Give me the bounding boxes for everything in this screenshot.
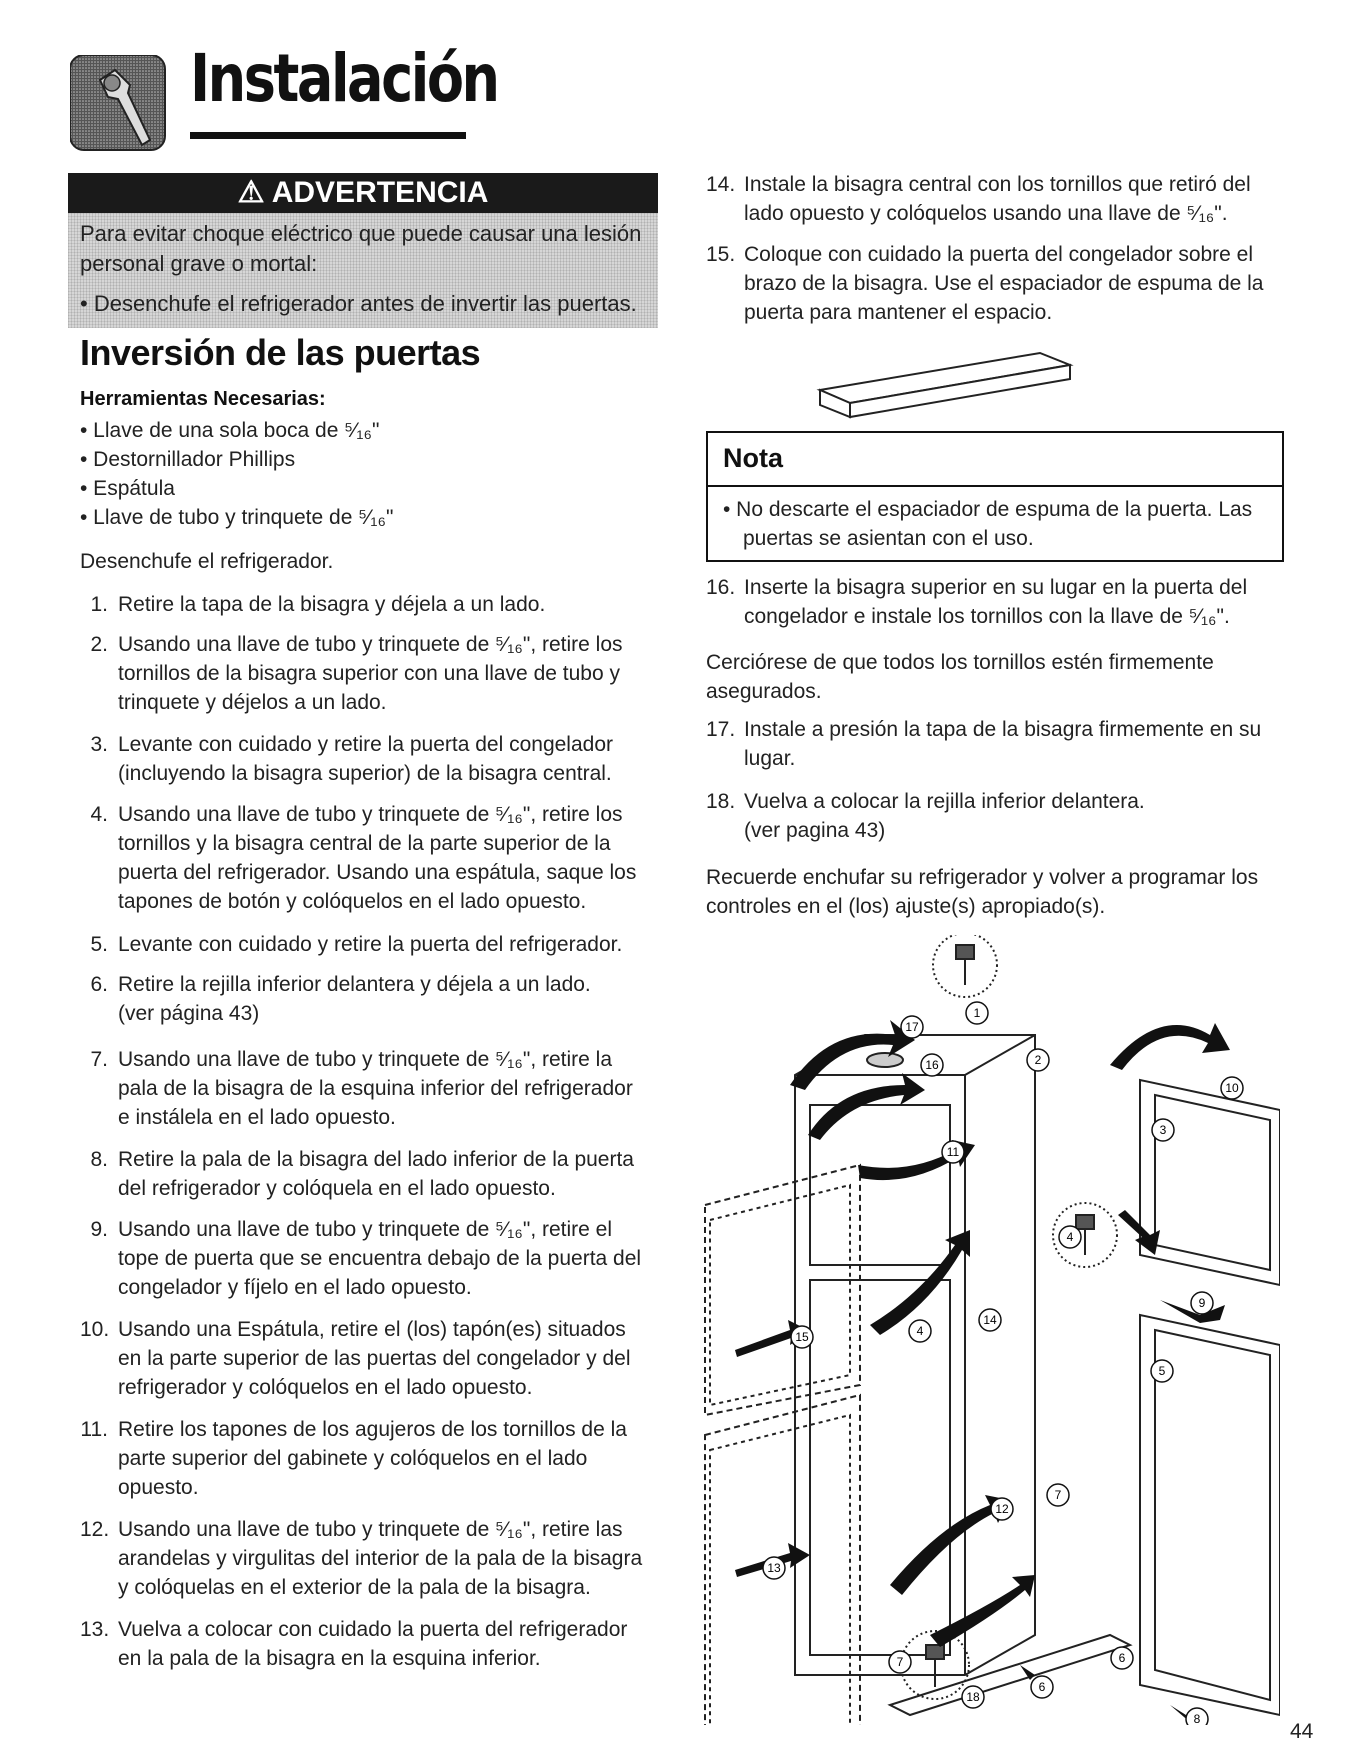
callout-5 [1151, 1360, 1173, 1382]
step-line: Vuelva a colocar la rejilla inferior delantera. [744, 790, 1145, 813]
step-line: lado opuesto y colóquelos usando una llave de ⁵⁄₁₆". [744, 202, 1228, 225]
tool-item: • Llave de una sola boca de ⁵⁄₁₆" [80, 419, 380, 442]
svg-text:1: 1 [973, 1006, 981, 1020]
svg-text:3: 3 [1159, 1123, 1167, 1137]
callout-10 [1221, 1077, 1243, 1099]
step-text [118, 800, 636, 916]
step-text [118, 590, 545, 619]
step-text [118, 630, 623, 717]
step-line: y colóquelas en el exterior de la pala de la bisagra. [118, 1576, 591, 1599]
note-line: puertas se asientan con el uso. [743, 527, 1034, 550]
step-line: en la parte superior de las puertas del congelador y del [118, 1347, 631, 1370]
step-number: 14. [706, 173, 736, 196]
callout-12 [991, 1498, 1013, 1520]
warning-body [68, 213, 658, 328]
callout-13 [763, 1557, 785, 1579]
step-line: (incluyendo la bisagra superior) de la bisagra central. [118, 762, 612, 785]
step-number: 11. [80, 1418, 108, 1441]
step-text [744, 715, 1261, 773]
step-number: 8. [90, 1148, 108, 1171]
step-line: e instálela en el lado opuesto. [118, 1106, 396, 1129]
intro-text: Desenchufe el refrigerador. [80, 550, 334, 573]
check-note-line: asegurados. [706, 680, 822, 703]
step-text [744, 240, 1263, 327]
step-number: 16. [706, 576, 736, 599]
warning-line: • Desenchufe el refrigerador antes de invertir las puertas. [80, 291, 637, 316]
step-line: tapones de botón y colóquelos en el lado opuesto. [118, 890, 587, 913]
step-line: del refrigerador y colóquela en el lado opuesto. [118, 1177, 556, 1200]
svg-text:7: 7 [896, 1655, 904, 1669]
warning-box [68, 173, 658, 328]
step-line: en la pala de la bisagra en la esquina inferior. [118, 1647, 541, 1670]
step-line: Usando una llave de tubo y trinquete de ⁵⁄₁₆", retire los [118, 803, 623, 826]
step-text [744, 170, 1251, 228]
step-line: tornillos y la bisagra central de la parte superior de la [118, 832, 611, 855]
step-number: 18. [706, 790, 736, 813]
callout-4a [1059, 1226, 1081, 1248]
tool-item: • Llave de tubo y trinquete de ⁵⁄₁₆" [80, 506, 394, 529]
door-reversal-diagram [690, 935, 1280, 1730]
step-line: Instale a presión la tapa de la bisagra firmemente en su [744, 718, 1262, 741]
step-line: Instale la bisagra central con los tornillos que retiró del [744, 173, 1251, 196]
svg-text:11: 11 [946, 1145, 960, 1159]
reminder-line: controles en el (los) ajuste(s) apropiado(s). [706, 895, 1106, 918]
callout-15 [791, 1326, 813, 1348]
warning-line: personal grave o mortal: [80, 251, 318, 276]
step-number: 12. [80, 1518, 110, 1541]
warning-triangle-icon: ⚠ [237, 176, 265, 209]
tool-item: • Espátula [80, 477, 175, 500]
step-number: 7. [90, 1048, 108, 1071]
step-line: Usando una llave de tubo y trinquete de ⁵⁄₁₆", retire la [118, 1048, 613, 1071]
step-line: Usando una llave de tubo y trinquete de ⁵⁄₁₆", retire las [118, 1518, 623, 1541]
callout-6a [1111, 1647, 1133, 1669]
step-number: 3. [90, 733, 108, 756]
warning-header [68, 173, 658, 213]
step-number: 1. [90, 593, 108, 616]
page-title: Instalación [190, 40, 498, 117]
step-text [118, 1415, 627, 1502]
step-line: puerta del refrigerador. Usando una espátula, saque los [118, 861, 637, 884]
svg-text:2: 2 [1034, 1053, 1042, 1067]
step-line: parte superior del gabinete y colóquelos en el lado [118, 1447, 588, 1470]
step-line: opuesto. [118, 1476, 199, 1499]
step-line: Vuelva a colocar con cuidado la puerta del refrigerador [118, 1618, 628, 1641]
step-text [118, 930, 622, 959]
step-line: Usando una Espátula, retire el (los) tapón(es) situados [118, 1318, 626, 1341]
step-line: Levante con cuidado y retire la puerta del congelador [118, 733, 613, 756]
step-text [118, 1215, 641, 1302]
svg-text:6: 6 [1038, 1680, 1046, 1694]
step-text [118, 1315, 631, 1402]
section-title: Inversión de las puertas [80, 332, 481, 373]
step-line: Coloque con cuidado la puerta del congelador sobre el [744, 243, 1254, 266]
warning-line: Para evitar choque eléctrico que puede causar una lesión [80, 221, 642, 246]
callout-1 [966, 1002, 988, 1024]
callout-3 [1152, 1119, 1174, 1141]
step-text [744, 787, 1145, 845]
step-number: 2. [90, 633, 108, 656]
callout-16 [921, 1054, 943, 1076]
callout-8 [1186, 1708, 1208, 1725]
step-number: 15. [706, 243, 736, 266]
callout-17 [901, 1016, 923, 1038]
step-line: (ver página 43) [118, 1002, 260, 1025]
step-number: 17. [706, 718, 736, 741]
step-line: congelador y fíjelo en el lado opuesto. [118, 1276, 472, 1299]
callout-7b [889, 1651, 911, 1673]
callout-6b [1031, 1676, 1053, 1698]
callout-9 [1191, 1292, 1213, 1314]
step-line: Usando una llave de tubo y trinquete de ⁵⁄₁₆", retire el [118, 1218, 613, 1241]
step-number: 5. [90, 933, 108, 956]
reminder-line: Recuerde enchufar su refrigerador y volver a programar los [706, 866, 1259, 889]
svg-text:15: 15 [795, 1330, 809, 1344]
callout-14 [979, 1309, 1001, 1331]
step-line: Retire la pala de la bisagra del lado inferior de la puerta [118, 1148, 634, 1171]
step-line: arandelas y virgulitas del interior de la pala de la bisagra [118, 1547, 643, 1570]
svg-text:12: 12 [995, 1502, 1009, 1516]
step-line: tornillos de la bisagra superior con una llave de tubo y [118, 662, 620, 685]
step-line: lugar. [744, 747, 796, 770]
note-divider [708, 485, 1282, 487]
step-line: Retire la rejilla inferior delantera y déjela a un lado. [118, 973, 591, 996]
step-line: refrigerador y colóquelos en el lado opuesto. [118, 1376, 533, 1399]
svg-text:5: 5 [1158, 1364, 1166, 1378]
svg-text:4: 4 [1066, 1230, 1074, 1244]
step-number: 6. [90, 973, 108, 996]
tool-item: • Destornillador Phillips [80, 448, 296, 471]
svg-text:16: 16 [925, 1058, 939, 1072]
note-box [706, 431, 1284, 562]
step-text [118, 730, 613, 788]
step-line: Inserte la bisagra superior en su lugar en la puerta del [744, 576, 1248, 599]
note-title: Nota [723, 443, 783, 473]
callout-4b [909, 1320, 931, 1342]
step-text [118, 970, 591, 1028]
callout-11 [942, 1141, 964, 1163]
step-number: 13. [80, 1618, 110, 1641]
svg-text:9: 9 [1198, 1296, 1206, 1310]
callout-18 [962, 1686, 984, 1708]
check-note-line: Cerciórese de que todos los tornillos estén firmemente [706, 651, 1214, 674]
step-line: congelador e instale los tornillos con la llave de ⁵⁄₁₆". [744, 605, 1230, 628]
svg-text:7: 7 [1054, 1488, 1062, 1502]
note-line: • No descarte el espaciador de espuma de la puerta. Las [723, 498, 1253, 521]
step-line: Retire los tapones de los agujeros de los tornillos de la [118, 1418, 627, 1441]
step-line: trinquete y déjelos a un lado. [118, 691, 387, 714]
step-text [118, 1145, 634, 1203]
svg-text:10: 10 [1225, 1081, 1239, 1095]
step-line: brazo de la bisagra. Use el espaciador de espuma de la [744, 272, 1264, 295]
step-line: puerta para mantener el espacio. [744, 301, 1053, 324]
step-number: 10. [80, 1318, 110, 1341]
page-number: 44 [1290, 1720, 1314, 1743]
svg-text:18: 18 [966, 1690, 980, 1704]
tools-heading: Herramientas Necesarias: [80, 388, 326, 410]
step-line: tope de puerta que se encuentra debajo de la puerta del [118, 1247, 642, 1270]
svg-text:13: 13 [767, 1561, 781, 1575]
wrench-icon [70, 55, 170, 155]
step-line: pala de la bisagra de la esquina inferior del refrigerador [118, 1077, 633, 1100]
callout-2 [1027, 1049, 1049, 1071]
step-line: (ver pagina 43) [744, 819, 886, 842]
step-text [118, 1045, 633, 1132]
step-text [744, 573, 1247, 631]
step-text [118, 1515, 642, 1602]
title-underline [190, 132, 466, 139]
step-line: Retire la tapa de la bisagra y déjela a un lado. [118, 593, 546, 616]
svg-text:17: 17 [905, 1020, 919, 1034]
step-number: 9. [90, 1218, 108, 1241]
svg-text:4: 4 [916, 1324, 924, 1338]
foam-spacer-illustration [815, 345, 1075, 425]
callout-7a [1047, 1484, 1069, 1506]
step-text [118, 1615, 627, 1673]
svg-text:6: 6 [1118, 1651, 1126, 1665]
svg-text:8: 8 [1193, 1712, 1201, 1725]
step-line: Usando una llave de tubo y trinquete de ⁵⁄₁₆", retire los [118, 633, 623, 656]
svg-text:14: 14 [983, 1313, 997, 1327]
step-number: 4. [90, 803, 108, 826]
step-line: Levante con cuidado y retire la puerta del refrigerador. [118, 933, 623, 956]
warning-title: ADVERTENCIA [271, 176, 489, 209]
